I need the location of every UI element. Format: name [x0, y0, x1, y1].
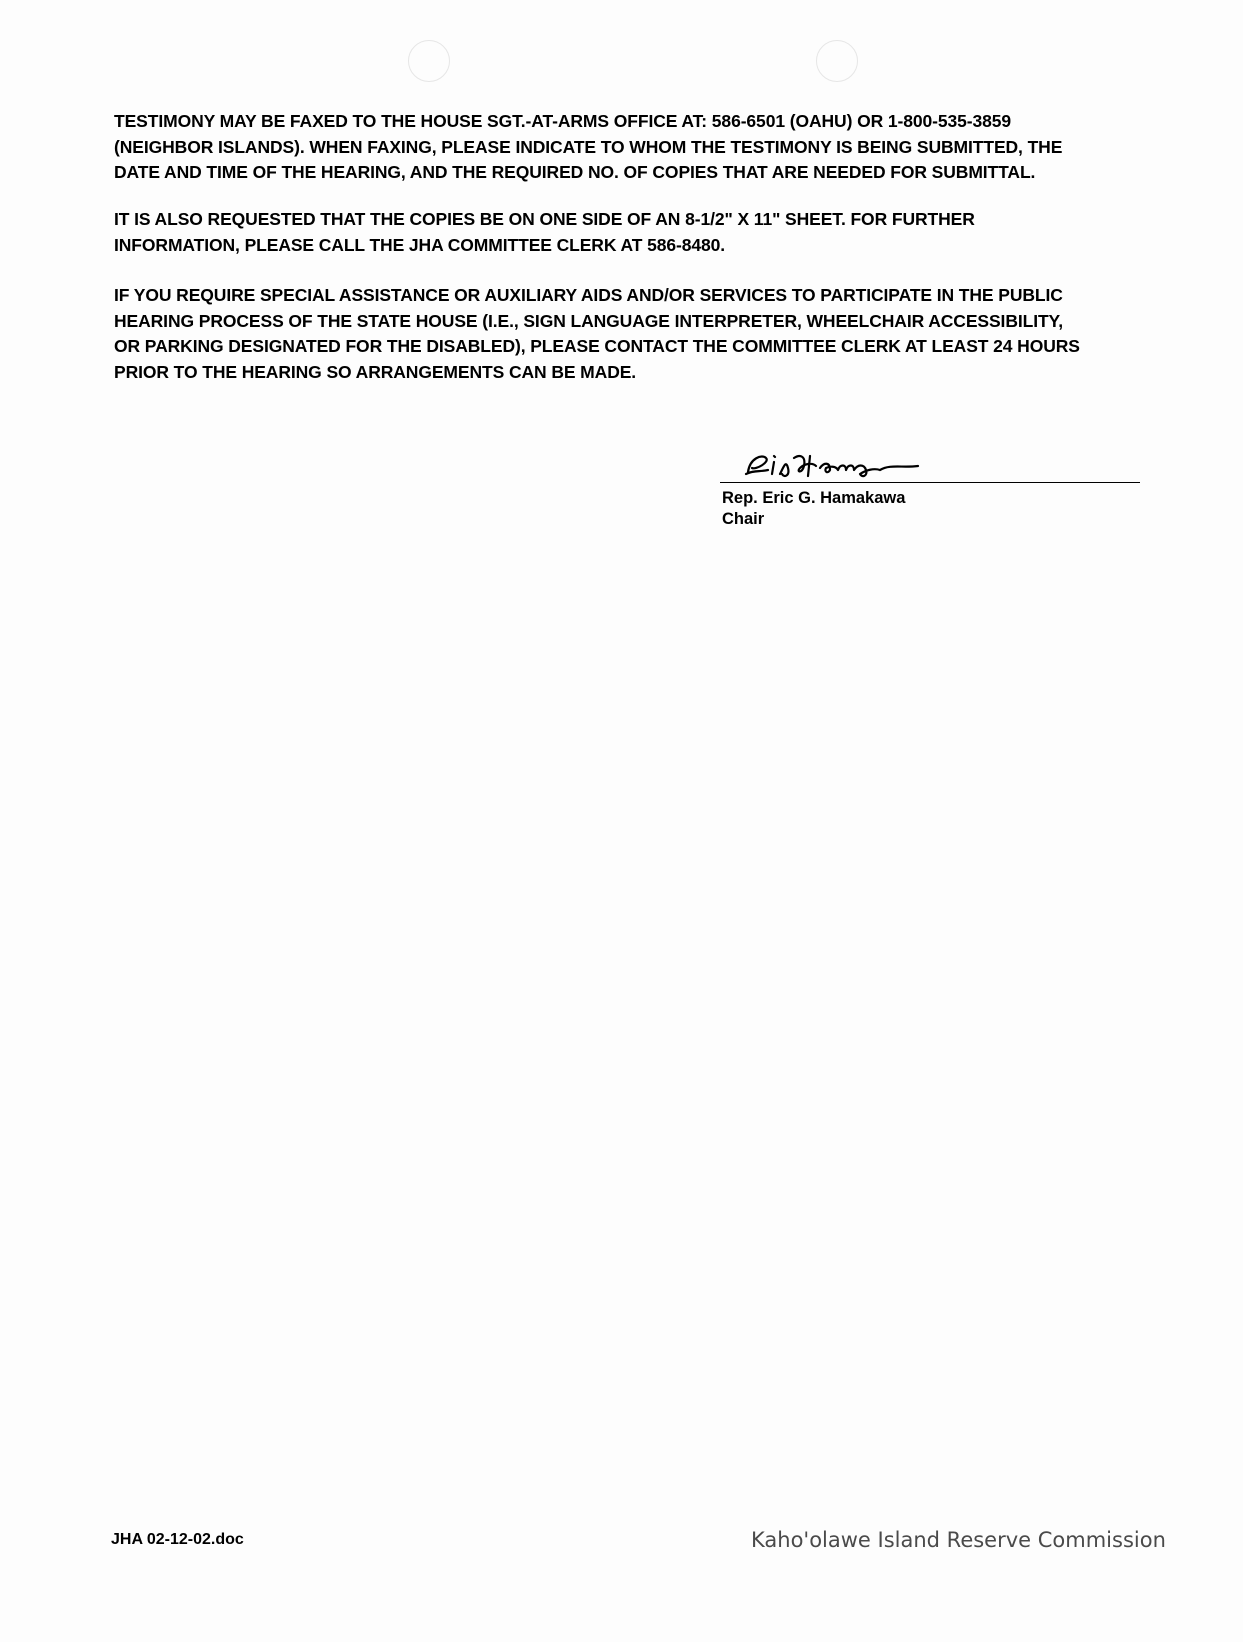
punch-hole	[408, 40, 450, 82]
handwritten-signature	[740, 448, 960, 484]
punch-hole	[816, 40, 858, 82]
text-line: (NEIGHBOR ISLANDS). WHEN FAXING, PLEASE INDICATE TO WHOM THE TESTIMONY IS BEING SUBMITTED, THE	[114, 136, 1063, 157]
text-line: IF YOU REQUIRE SPECIAL ASSISTANCE OR AUXILIARY AIDS AND/OR SERVICES TO PARTICIPATE IN THE PUBLIC	[114, 285, 1063, 305]
collection-watermark: Kaho'olawe Island Reserve Commission	[751, 1528, 1166, 1552]
signature-block	[720, 448, 1140, 538]
text-line: PRIOR TO THE HEARING SO ARRANGEMENTS CAN BE MADE.	[114, 361, 637, 382]
text-line: IT IS ALSO REQUESTED THAT THE COPIES BE ON ONE SIDE OF AN 8-1/2" X 11" SHEET. FOR FURTHER	[114, 209, 975, 229]
text-line: INFORMATION, PLEASE CALL THE JHA COMMITTEE CLERK AT 586-8480.	[114, 234, 725, 255]
special-assistance-paragraph	[114, 283, 1184, 385]
signature-line	[720, 482, 1140, 483]
signer-name: Rep. Eric G. Hamakawa	[722, 489, 906, 507]
text-line: OR PARKING DESIGNATED FOR THE DISABLED), PLEASE CONTACT THE COMMITTEE CLERK AT LEAST 24 HOURS	[114, 336, 1080, 356]
text-line: HEARING PROCESS OF THE STATE HOUSE (I.E., SIGN LANGUAGE INTERPRETER, WHEELCHAIR ACCESSIBILITY,	[114, 310, 1063, 331]
document-filename: JHA 02-12-02.doc	[111, 1531, 244, 1548]
copies-request-paragraph	[114, 207, 1184, 258]
text-line: TESTIMONY MAY BE FAXED TO THE HOUSE SGT.-AT-ARMS OFFICE AT: 586-6501 (OAHU) OR 1-800-535-3859	[114, 111, 1012, 131]
text-line: DATE AND TIME OF THE HEARING, AND THE REQUIRED NO. OF COPIES THAT ARE NEEDED FOR SUBMITTAL.	[114, 162, 1036, 182]
signer-title: Chair	[722, 510, 765, 528]
fax-instructions-paragraph	[114, 109, 1184, 186]
